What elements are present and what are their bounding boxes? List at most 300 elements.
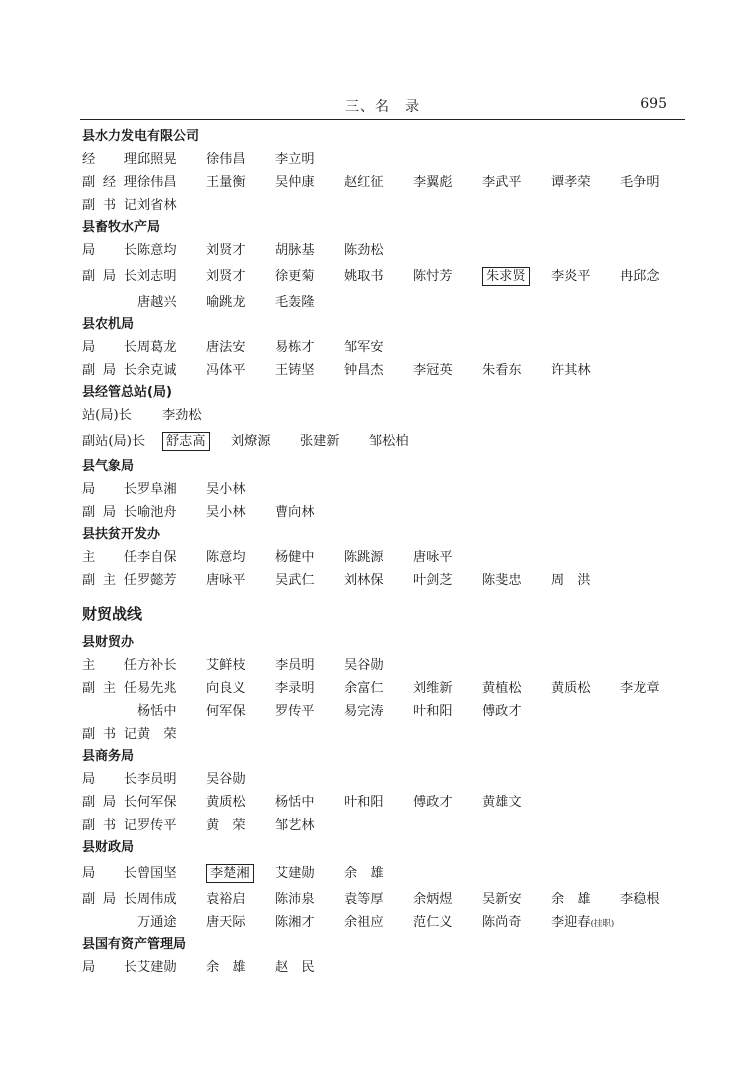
name-list	[137, 956, 344, 979]
person-name-text: 陈跳源	[344, 550, 384, 565]
person-name	[620, 262, 689, 291]
org-name: 县水力发电有限公司	[82, 129, 200, 144]
person-name	[551, 569, 620, 592]
person-name	[275, 148, 344, 171]
member-row	[82, 291, 682, 314]
name-list	[162, 427, 438, 456]
member-row	[82, 888, 682, 911]
person-name-text: 舒志高	[162, 432, 210, 451]
person-name-text: 曹向林	[275, 505, 315, 520]
person-name	[275, 569, 344, 592]
person-name	[206, 262, 275, 291]
person-name-text: 冯体平	[206, 363, 246, 378]
person-name-text: 陈忖芳	[413, 269, 453, 284]
member-row	[82, 569, 682, 592]
position-title: 局 长	[82, 960, 137, 975]
position-title: 副书记	[82, 198, 137, 213]
name-list	[137, 569, 620, 592]
group-heading: 财贸战线	[82, 605, 143, 623]
person-name-text: 李录明	[275, 681, 315, 696]
position-title: 局 长	[82, 772, 137, 787]
person-name	[137, 148, 206, 171]
person-name-text: 余克诚	[137, 363, 177, 378]
name-list	[137, 148, 344, 171]
person-name	[413, 262, 482, 291]
person-name	[137, 700, 206, 723]
person-name-text: 赵红征	[344, 175, 384, 190]
name-list	[137, 359, 620, 382]
person-name	[413, 171, 482, 194]
person-name-text: 余 雄	[344, 866, 384, 881]
person-name	[137, 478, 206, 501]
person-name	[206, 768, 275, 791]
person-name-text: 刘燎源	[231, 434, 271, 449]
person-name-text: 李立明	[275, 152, 315, 167]
person-name-text: 李员明	[275, 658, 315, 673]
person-name	[206, 171, 275, 194]
person-name-text: 罗懿芳	[137, 573, 177, 588]
person-name	[137, 336, 206, 359]
person-name	[344, 262, 413, 291]
person-name	[275, 239, 344, 262]
person-name	[137, 677, 206, 700]
member-row	[82, 359, 682, 382]
person-name	[206, 677, 275, 700]
person-name-text: 陈意均	[206, 550, 246, 565]
person-name-text: 王铸坚	[275, 363, 315, 378]
person-name-text: 吴武仁	[275, 573, 315, 588]
person-name-text: 袁等厚	[344, 892, 384, 907]
person-name	[344, 359, 413, 382]
person-name	[344, 546, 413, 569]
person-name	[206, 291, 275, 314]
member-row	[82, 171, 682, 194]
person-name	[275, 888, 344, 911]
person-name	[413, 700, 482, 723]
person-name	[206, 911, 275, 934]
person-name-text: 杨恬中	[137, 704, 177, 719]
name-list	[137, 888, 689, 911]
name-list	[137, 239, 413, 262]
member-row	[82, 700, 682, 723]
person-name-text: 吴新安	[482, 892, 522, 907]
person-name	[275, 859, 344, 888]
position-title: 副主任	[82, 573, 137, 588]
person-name	[206, 859, 275, 888]
position-title: 经 理	[82, 152, 137, 167]
name-list	[137, 911, 641, 934]
org-name: 县经管总站(局)	[82, 385, 172, 400]
person-name-text: 周伟成	[137, 892, 177, 907]
member-row	[82, 501, 682, 524]
name-list	[137, 677, 689, 700]
person-name-text: 傅政才	[413, 795, 453, 810]
member-row	[82, 859, 682, 888]
person-name-text: 陈湘才	[275, 915, 315, 930]
person-name-text: 艾建勋	[275, 866, 315, 881]
org-name: 县畜牧水产局	[82, 220, 161, 235]
position-title: 站(局)长	[82, 408, 132, 423]
person-name-text: 吴谷勋	[344, 658, 384, 673]
person-name	[551, 262, 620, 291]
person-name	[551, 888, 620, 911]
name-list	[137, 336, 413, 359]
person-name	[551, 359, 620, 382]
person-name	[344, 654, 413, 677]
person-name-text: 李冠英	[413, 363, 453, 378]
person-name-text: 周葛龙	[137, 340, 177, 355]
section-title: 三、名 录	[345, 99, 420, 115]
name-list	[137, 700, 551, 723]
person-name	[137, 171, 206, 194]
person-name-text: 黄植松	[482, 681, 522, 696]
person-name	[275, 171, 344, 194]
person-name	[344, 911, 413, 934]
person-name-text: 刘贤才	[206, 243, 246, 258]
member-row	[82, 546, 682, 569]
name-list	[137, 501, 344, 524]
position-title: 主 任	[82, 550, 137, 565]
person-name	[413, 888, 482, 911]
person-name	[482, 700, 551, 723]
member-row	[82, 336, 682, 359]
person-name-text: 罗阜湘	[137, 482, 177, 497]
person-name-text: 余祖应	[344, 915, 384, 930]
person-name	[413, 546, 482, 569]
name-list	[137, 478, 275, 501]
person-name	[275, 791, 344, 814]
person-name-text: 邹军安	[344, 340, 384, 355]
name-list	[137, 194, 206, 217]
member-row	[82, 677, 682, 700]
member-row	[82, 478, 682, 501]
position-title: 局 长	[82, 482, 137, 497]
person-name-text: 余炳煜	[413, 892, 453, 907]
person-name-text: 李炎平	[551, 269, 591, 284]
person-name-text: 喻池舟	[137, 505, 177, 520]
person-name-text: 毛轰隆	[275, 295, 315, 310]
name-list	[137, 768, 275, 791]
person-name	[482, 677, 551, 700]
person-name	[137, 768, 206, 791]
person-name	[137, 194, 206, 217]
person-name-text: 余 雄	[551, 892, 591, 907]
person-name-text: 李翼彪	[413, 175, 453, 190]
name-list	[137, 814, 344, 837]
person-name	[137, 814, 206, 837]
person-name-text: 杨恬中	[275, 795, 315, 810]
person-name-text: 李楚湘	[206, 864, 254, 883]
person-name-text: 王量衡	[206, 175, 246, 190]
person-name-text: 李自保	[137, 550, 177, 565]
person-name-text: 徐更菊	[275, 269, 315, 284]
person-name	[206, 239, 275, 262]
person-name-text: 唐天际	[206, 915, 246, 930]
person-name-text: 吴谷勋	[206, 772, 246, 787]
position-title: 主 任	[82, 658, 137, 673]
person-name	[206, 654, 275, 677]
person-name-text: 黄 荣	[137, 727, 177, 742]
org-name: 县扶贫开发办	[82, 527, 161, 542]
position-title: 副局长	[82, 269, 137, 284]
position-title: 副主任	[82, 681, 137, 696]
person-name	[137, 262, 206, 291]
person-name	[369, 427, 438, 456]
person-name	[482, 569, 551, 592]
person-note: (挂职)	[590, 919, 615, 929]
person-name-text: 唐法安	[206, 340, 246, 355]
person-name-text: 易栋才	[275, 340, 315, 355]
person-name	[344, 171, 413, 194]
member-row	[82, 262, 682, 291]
member-row	[82, 791, 682, 814]
position-title: 副局长	[82, 505, 137, 520]
position-title: 副书记	[82, 727, 137, 742]
person-name	[137, 723, 206, 746]
person-name	[344, 700, 413, 723]
position-title	[82, 291, 137, 314]
person-name	[413, 569, 482, 592]
position-title: 局 长	[82, 243, 137, 258]
person-name-text: 余 雄	[206, 960, 246, 975]
person-name	[206, 888, 275, 911]
person-name-text: 黄质松	[206, 795, 246, 810]
person-name	[206, 478, 275, 501]
directory-content	[82, 126, 682, 979]
person-name-text: 唐咏平	[206, 573, 246, 588]
person-name-text: 许其林	[551, 363, 591, 378]
person-name-text: 朱看东	[482, 363, 522, 378]
person-name-text: 胡脉基	[275, 243, 315, 258]
person-name-text: 周 洪	[551, 573, 591, 588]
person-name-text: 万通途	[137, 915, 177, 930]
position-title	[82, 700, 137, 723]
person-name-text: 傅政才	[482, 704, 522, 719]
position-title: 副经理	[82, 175, 137, 190]
name-list	[137, 859, 413, 888]
person-name-text: 唐咏平	[413, 550, 453, 565]
person-name	[275, 546, 344, 569]
member-row	[82, 654, 682, 677]
person-name-text: 李劲松	[162, 408, 202, 423]
member-row	[82, 239, 682, 262]
person-name	[482, 911, 551, 934]
position-title: 副书记	[82, 818, 137, 833]
person-name-text: 袁裕启	[206, 892, 246, 907]
person-name	[206, 569, 275, 592]
person-name-text: 罗传平	[137, 818, 177, 833]
person-name	[137, 546, 206, 569]
person-name-text: 李迎春	[551, 915, 591, 930]
person-name-text: 何军保	[206, 704, 246, 719]
person-name	[344, 336, 413, 359]
person-name	[206, 148, 275, 171]
person-name	[137, 859, 206, 888]
position-title: 副站(局)长	[82, 434, 146, 449]
person-name	[344, 859, 413, 888]
person-name-text: 喻跳龙	[206, 295, 246, 310]
org-name: 县农机局	[82, 317, 135, 332]
person-name	[137, 569, 206, 592]
person-name	[413, 359, 482, 382]
person-name	[482, 888, 551, 911]
person-name-text: 陈斐忠	[482, 573, 522, 588]
person-name-text: 徐伟昌	[206, 152, 246, 167]
person-name	[344, 677, 413, 700]
person-name	[482, 359, 551, 382]
person-name-text: 杨健中	[275, 550, 315, 565]
person-name-text: 李武平	[482, 175, 522, 190]
person-name-text: 吴小林	[206, 505, 246, 520]
person-name	[275, 700, 344, 723]
person-name	[482, 791, 551, 814]
person-name	[275, 956, 344, 979]
person-name-text: 艾鲜枝	[206, 658, 246, 673]
person-name-text: 叶和阳	[413, 704, 453, 719]
position-title: 副局长	[82, 795, 137, 810]
position-title: 副局长	[82, 892, 137, 907]
person-name	[137, 501, 206, 524]
org-name: 县商务局	[82, 749, 135, 764]
person-name-text: 李稳根	[620, 892, 660, 907]
name-list	[137, 654, 413, 677]
name-list	[137, 291, 344, 314]
person-name-text: 陈意均	[137, 243, 177, 258]
person-name-text: 黄雄文	[482, 795, 522, 810]
person-name	[137, 359, 206, 382]
person-name-text: 向良义	[206, 681, 246, 696]
person-name-text: 易先兆	[137, 681, 177, 696]
person-name	[162, 427, 231, 456]
member-row	[82, 723, 682, 746]
page-number: 695	[640, 96, 667, 112]
page-header	[80, 94, 685, 120]
person-name	[231, 427, 300, 456]
org-name: 县国有资产管理局	[82, 937, 187, 952]
person-name-text: 李龙章	[620, 681, 660, 696]
person-name-text: 黄质松	[551, 681, 591, 696]
person-name	[206, 336, 275, 359]
name-list	[137, 723, 206, 746]
person-name-text: 艾建勋	[137, 960, 177, 975]
person-name	[275, 359, 344, 382]
person-name	[344, 791, 413, 814]
person-name-text: 黄 荣	[206, 818, 246, 833]
person-name	[551, 911, 641, 934]
name-list	[137, 791, 551, 814]
person-name	[275, 814, 344, 837]
person-name-text: 姚取书	[344, 269, 384, 284]
person-name-text: 叶剑芝	[413, 573, 453, 588]
person-name-text: 朱求贤	[482, 267, 530, 286]
person-name	[620, 888, 689, 911]
person-name	[206, 700, 275, 723]
person-name-text: 张建新	[300, 434, 340, 449]
person-name-text: 刘贤才	[206, 269, 246, 284]
person-name	[162, 404, 231, 427]
org-name: 县气象局	[82, 459, 135, 474]
person-name-text: 范仁义	[413, 915, 453, 930]
person-name-text: 赵 民	[275, 960, 315, 975]
person-name-text: 李员明	[137, 772, 177, 787]
person-name	[275, 262, 344, 291]
person-name-text: 谭孝荣	[551, 175, 591, 190]
org-name: 县财政局	[82, 840, 135, 855]
person-name	[620, 171, 689, 194]
person-name	[344, 569, 413, 592]
person-name-text: 邹松柏	[369, 434, 409, 449]
name-list	[137, 262, 689, 291]
person-name-text: 陈尚奇	[482, 915, 522, 930]
header-rule	[80, 119, 685, 120]
person-name-text: 吴仲康	[275, 175, 315, 190]
person-name	[482, 262, 551, 291]
position-title: 局 长	[82, 340, 137, 355]
person-name	[275, 291, 344, 314]
person-name	[275, 911, 344, 934]
person-name-text: 刘维新	[413, 681, 453, 696]
person-name	[137, 239, 206, 262]
person-name-text: 刘林保	[344, 573, 384, 588]
person-name	[206, 791, 275, 814]
person-name	[206, 956, 275, 979]
person-name-text: 陈沛泉	[275, 892, 315, 907]
position-title: 副局长	[82, 363, 137, 378]
person-name	[137, 291, 206, 314]
person-name	[620, 677, 689, 700]
member-row	[82, 194, 682, 217]
person-name-text: 叶和阳	[344, 795, 384, 810]
person-name-text: 冉邱念	[620, 269, 660, 284]
person-name	[137, 911, 206, 934]
member-row	[82, 404, 682, 427]
person-name-text: 刘志明	[137, 269, 177, 284]
person-name-text: 钟昌杰	[344, 363, 384, 378]
person-name	[206, 814, 275, 837]
person-name	[551, 677, 620, 700]
member-row	[82, 911, 682, 934]
person-name	[275, 654, 344, 677]
name-list	[137, 171, 689, 194]
name-list	[137, 546, 482, 569]
person-name	[137, 791, 206, 814]
person-name	[551, 171, 620, 194]
person-name-text: 吴小林	[206, 482, 246, 497]
person-name	[206, 546, 275, 569]
person-name-text: 何军保	[137, 795, 177, 810]
person-name	[344, 888, 413, 911]
person-name-text: 邹艺林	[275, 818, 315, 833]
member-row	[82, 148, 682, 171]
person-name-text: 徐伟昌	[137, 175, 177, 190]
person-name	[413, 911, 482, 934]
person-name-text: 陈劲松	[344, 243, 384, 258]
person-name	[413, 791, 482, 814]
name-list	[162, 404, 231, 427]
person-name-text: 易完涛	[344, 704, 384, 719]
person-name	[275, 336, 344, 359]
person-name	[275, 501, 344, 524]
person-name-text: 方补长	[137, 658, 177, 673]
person-name-text: 刘省林	[137, 198, 177, 213]
position-title: 局 长	[82, 866, 137, 881]
person-name	[344, 239, 413, 262]
person-name	[482, 171, 551, 194]
person-name	[206, 501, 275, 524]
person-name	[137, 956, 206, 979]
member-row	[82, 427, 682, 456]
person-name-text: 唐越兴	[137, 295, 177, 310]
